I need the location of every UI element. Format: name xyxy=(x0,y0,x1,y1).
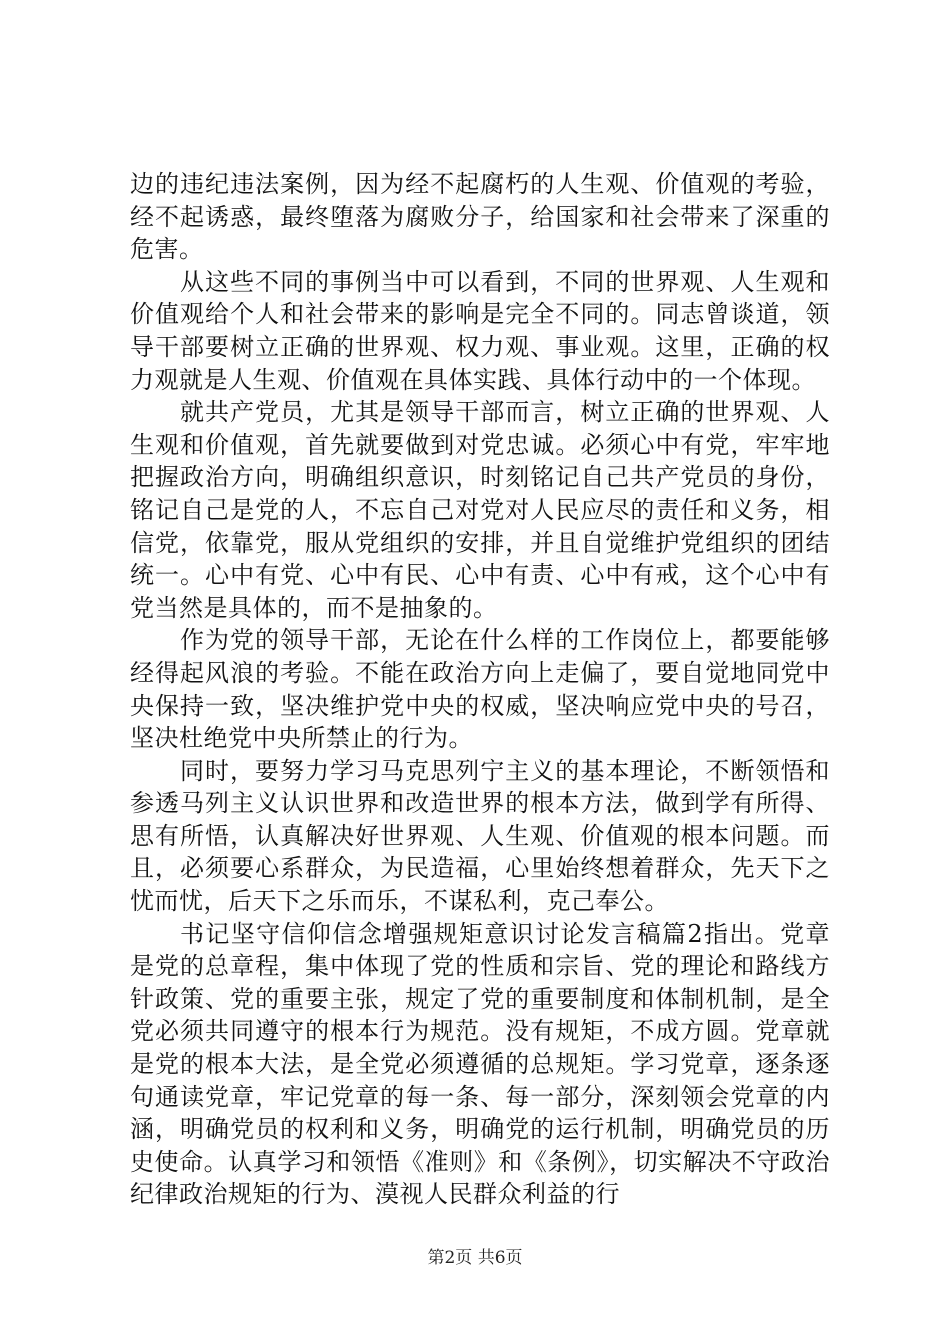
document-body xyxy=(130,168,830,1211)
page-number-footer: 第2页 共6页 xyxy=(427,1248,523,1268)
paragraph: 从这些不同的事例当中可以看到，不同的世界观、人生观和价值观给个人和社会带来的影响是完全不同的。同志曾谈道，领导干部要树立正确的世界观、权力观、事业观。这里，正确的权力观就是人生观、价值观在具体实践、具体行动中的一个体现。 xyxy=(130,267,830,394)
paragraph: 书记坚守信仰信念增强规矩意识讨论发言稿篇2指出。党章是党的总章程，集中体现了党的性质和宗旨、党的理论和路线方针政策、党的重要主张，规定了党的重要制度和体制机制，是全党必须共同遵守的根本行为规范。没有规矩，不成方圆。党章就是党的根本大法，是全党必须遵循的总规矩。学习党章，逐条逐句通读党章，牢记党章的每一条、每一部分，深刻领会党章的内涵，明确党员的权利和义务，明确党的运行机制，明确党员的历史使命。认真学习和领悟《准则》和《条例》，切实解决不守政治纪律政治规矩的行为、漠视人民群众利益的行 xyxy=(130,919,830,1209)
paragraph: 作为党的领导干部，无论在什么样的工作岗位上，都要能够经得起风浪的考验。不能在政治方向上走偏了，要自觉地同党中央保持一致，坚决维护党中央的权威，坚决响应党中央的号召，坚决杜绝党中央所禁止的行为。 xyxy=(130,626,830,753)
paragraph: 同时，要努力学习马克思列宁主义的基本理论，不断领悟和参透马列主义认识世界和改造世界的根本方法，做到学有所得、思有所悟，认真解决好世界观、人生观、价值观的根本问题。而且，必须要心系群众，为民造福，心里始终想着群众，先天下之忧而忧，后天下之乐而乐，不谋私利，克己奉公。 xyxy=(130,756,830,916)
paragraph-continuation: 边的违纪违法案例，因为经不起腐朽的人生观、价值观的考验，经不起诱惑，最终堕落为腐败分子，给国家和社会带来了深重的危害。 xyxy=(130,170,830,264)
paragraph: 就共产党员，尤其是领导干部而言，树立正确的世界观、人生观和价值观，首先就要做到对党忠诚。必须心中有党，牢牢地把握政治方向，明确组织意识，时刻铭记自己共产党员的身份，铭记自己是党的人，不忘自己对党对人民应尽的责任和义务，相信党，依靠党，服从党组织的安排，并且自觉维护党组织的团结统一。心中有党、心中有民、心中有责、心中有戒，这个心中有党当然是具体的，而不是抽象的。 xyxy=(130,398,830,622)
